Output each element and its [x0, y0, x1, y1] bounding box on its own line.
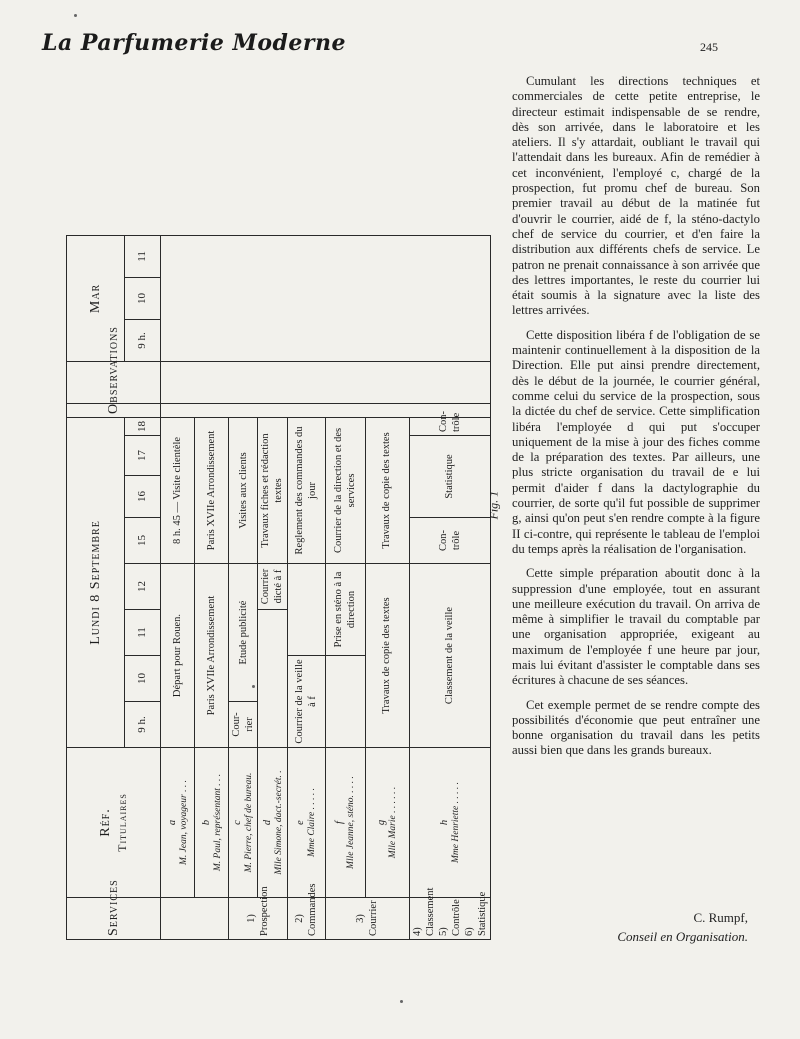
morning-blank-e	[287, 564, 325, 656]
morning-blank-f	[325, 656, 365, 748]
print-speck	[400, 1000, 403, 1003]
ref-cell: f Mlle Jeanne, sténo. . . . .	[325, 748, 365, 898]
schedule-figure	[66, 60, 489, 940]
titulaire-name: Mlle Simone, dact.-secrét. .	[273, 770, 284, 875]
print-speck	[252, 685, 255, 688]
morning-task-g: Travaux de copie des textes	[365, 564, 409, 748]
article-paragraph: Cette disposition libéra f de l'obligation de se maintenir continuellement à la disposition de la Direction. Elle put ainsi prendre directement, dès le début de la journée, le courrier général, comme celui du service de la prospection, sous la dictée du chef de service. Cette simplification libéra l'employée d qui put s'occuper uniquement de la mise à jour des fiches comme de la préparation des textes. Par ailleurs, une plus stricte organisation du travail de e lui permit d'aider f dans la dactylographie du courrier, de sorte qu'il fut possible de supprimer g, ainsi qu'on peut s'en rendre compte à la figure II ci-contre, qui représente le tableau de l'emploi du temps après la réalisation de l'organisation.	[512, 327, 760, 556]
ref-cell: c M. Pierre, chef de bureau.	[229, 748, 258, 898]
afternoon-task-g: Travaux de copie des textes	[365, 417, 409, 563]
table-row	[229, 0, 258, 940]
article-paragraph: Cumulant les directions techniques et commerciales de cette petite entreprise, le directeur estimait indispensable de se rendre, dès son arrivée, dans le laboratoire et les ateliers. Il s'y attardait, oubliant le travail qui l'attendait dans les bureaux. Afin de remédier à cet inconvénient, l'employé c, chargé de la prospection, fut promu chef de bureau. Son premier travail au début de la matinée fut d'ouvrir le courrier, aidé de f, la sténo-dactylo chef de service du courrier, et d'en faire la distribution aux différents chefs de service. Le patron ne prenait connaissance à son arrivée que des lettres importantes, le reste du courrier lui était soumis à la signature avec la liste des lettres arrivées.	[512, 74, 760, 318]
print-speck	[74, 14, 77, 17]
service-classement: 4) Classement	[411, 887, 436, 936]
table-row	[195, 0, 229, 940]
header-day: Lundi 8 Septembre	[67, 417, 125, 747]
table-row	[409, 0, 491, 940]
morning-task-h: Classement de la veille	[409, 564, 491, 748]
article-column	[512, 74, 760, 768]
ref-cell: b M. Paul, représentant . . .	[195, 748, 229, 898]
service-courrier: 3) Courrier	[325, 898, 409, 940]
table-row	[365, 0, 409, 940]
hour-15: 15	[125, 518, 161, 564]
service-multiple	[409, 887, 491, 940]
hour-next-11: 11	[125, 235, 161, 277]
hour-next-10: 10	[125, 277, 161, 319]
ref-cell: h Mme Henriette . . . . .	[409, 748, 491, 898]
schedule-table	[66, 0, 491, 940]
table-row	[287, 0, 325, 940]
hour-16: 16	[125, 476, 161, 518]
separator-cell	[161, 361, 491, 403]
afternoon-task-f: Courrier de la direction et des services	[325, 417, 365, 563]
figure-caption: Fig. 1	[486, 490, 501, 520]
page-number: 245	[700, 40, 718, 54]
titulaire-name: Mme Claire . . . . .	[307, 787, 318, 858]
table-row	[161, 0, 195, 940]
signature-block	[512, 908, 748, 946]
titulaire-name: Mlle Marie . . . . . .	[388, 786, 399, 859]
hour-17: 17	[125, 436, 161, 476]
article-paragraph: Cet exemple permet de se rendre compte des possibilités d'économie que peut entraîner une bonne organisation du travail dans les petits aussi bien que dans les grands bureaux.	[512, 697, 760, 758]
titulaire-name: M. Paul, représentant . . .	[212, 773, 223, 872]
hour-11: 11	[125, 610, 161, 656]
author-name: C. Rumpf,	[693, 910, 748, 925]
titulaire-name: M. Pierre, chef de bureau.	[244, 772, 255, 873]
morning-task-f: Prise en sténo à la direction	[325, 564, 365, 656]
header-titulaires: Titulaires	[114, 793, 129, 852]
afternoon-task-h-statistique: Statistique	[409, 436, 491, 518]
hour-10: 10	[125, 656, 161, 702]
service-blank-cell	[161, 898, 229, 940]
article-paragraph: Cette simple préparation aboutit donc à la suppression d'une employée, tout en assurant une meilleure exécution du travail. On arriva de même à simplifier le travail du comptable par une organisation appropriée, exigeant au maximum de l'employée f une heure par jour, mais lui évitant d'assister le comptable dans ses écritures à chacune de ses séances.	[512, 566, 760, 688]
titulaire-name: Mlle Jeanne, sténo. . . . .	[346, 776, 357, 869]
afternoon-task-e: Reglement des commandes du jour	[287, 417, 325, 563]
afternoon-task-h-controle-end: Con- trôle	[409, 417, 491, 435]
ref-cell: g Mlle Marie . . . . . .	[365, 748, 409, 898]
afternoon-task-a: 8 h. 45 — Visite clientèle	[161, 417, 195, 563]
ref-cell: a M. Jean, voyageur . . .	[161, 748, 195, 898]
afternoon-task-b: Paris XVIIe Arrondissement	[195, 417, 229, 563]
header-next-day: Mar	[67, 235, 125, 361]
hour-next-9h: 9 h.	[125, 319, 161, 361]
morning-task-c-courrier: Cour- rier	[229, 702, 258, 748]
header-ref: Réf. Titulaires	[67, 748, 161, 898]
table-row	[258, 0, 287, 940]
morning-blank-d	[258, 610, 287, 748]
hour-9h: 9 h.	[125, 702, 161, 748]
table-row	[325, 0, 365, 940]
author-role: Conseil en Organisation.	[617, 929, 748, 944]
header-observations: Observations	[67, 403, 161, 417]
service-prospection: 1) Prospection	[229, 898, 288, 940]
afternoon-task-d: Travaux fiches et rédaction textes	[258, 417, 287, 563]
service-statistique: 6) Statistique	[464, 891, 489, 936]
ref-cell: d Mlle Simone, dact.-secrét. .	[258, 748, 287, 898]
hour-18: 18	[125, 417, 161, 435]
morning-task-d: Courrier dicté à f	[258, 564, 287, 610]
afternoon-task-c: Visites aux clients	[229, 417, 258, 563]
titulaire-name: M. Jean, voyageur . . .	[178, 780, 189, 865]
titulaire-name: Mme Henriette . . . . .	[451, 782, 462, 863]
header-services: Services	[67, 898, 161, 940]
morning-task-b: Paris XVIIe Arrondissement	[195, 564, 229, 748]
morning-task-a: Départ pour Rouen.	[161, 564, 195, 748]
afternoon-task-h-controle-start: Con- trôle	[409, 518, 491, 564]
hour-12: 12	[125, 564, 161, 610]
morning-task-e: Courrier de la veille à f	[287, 656, 325, 748]
morning-task-c-etude: Etude publicité	[229, 564, 258, 702]
masthead-logo: La Parfumerie Moderne	[42, 30, 347, 56]
next-day-cell	[161, 235, 491, 361]
service-commandes: 2) Commandes	[287, 898, 325, 940]
service-controle: 5) Contrôle	[437, 899, 462, 936]
ref-cell: e Mme Claire . . . . .	[287, 748, 325, 898]
